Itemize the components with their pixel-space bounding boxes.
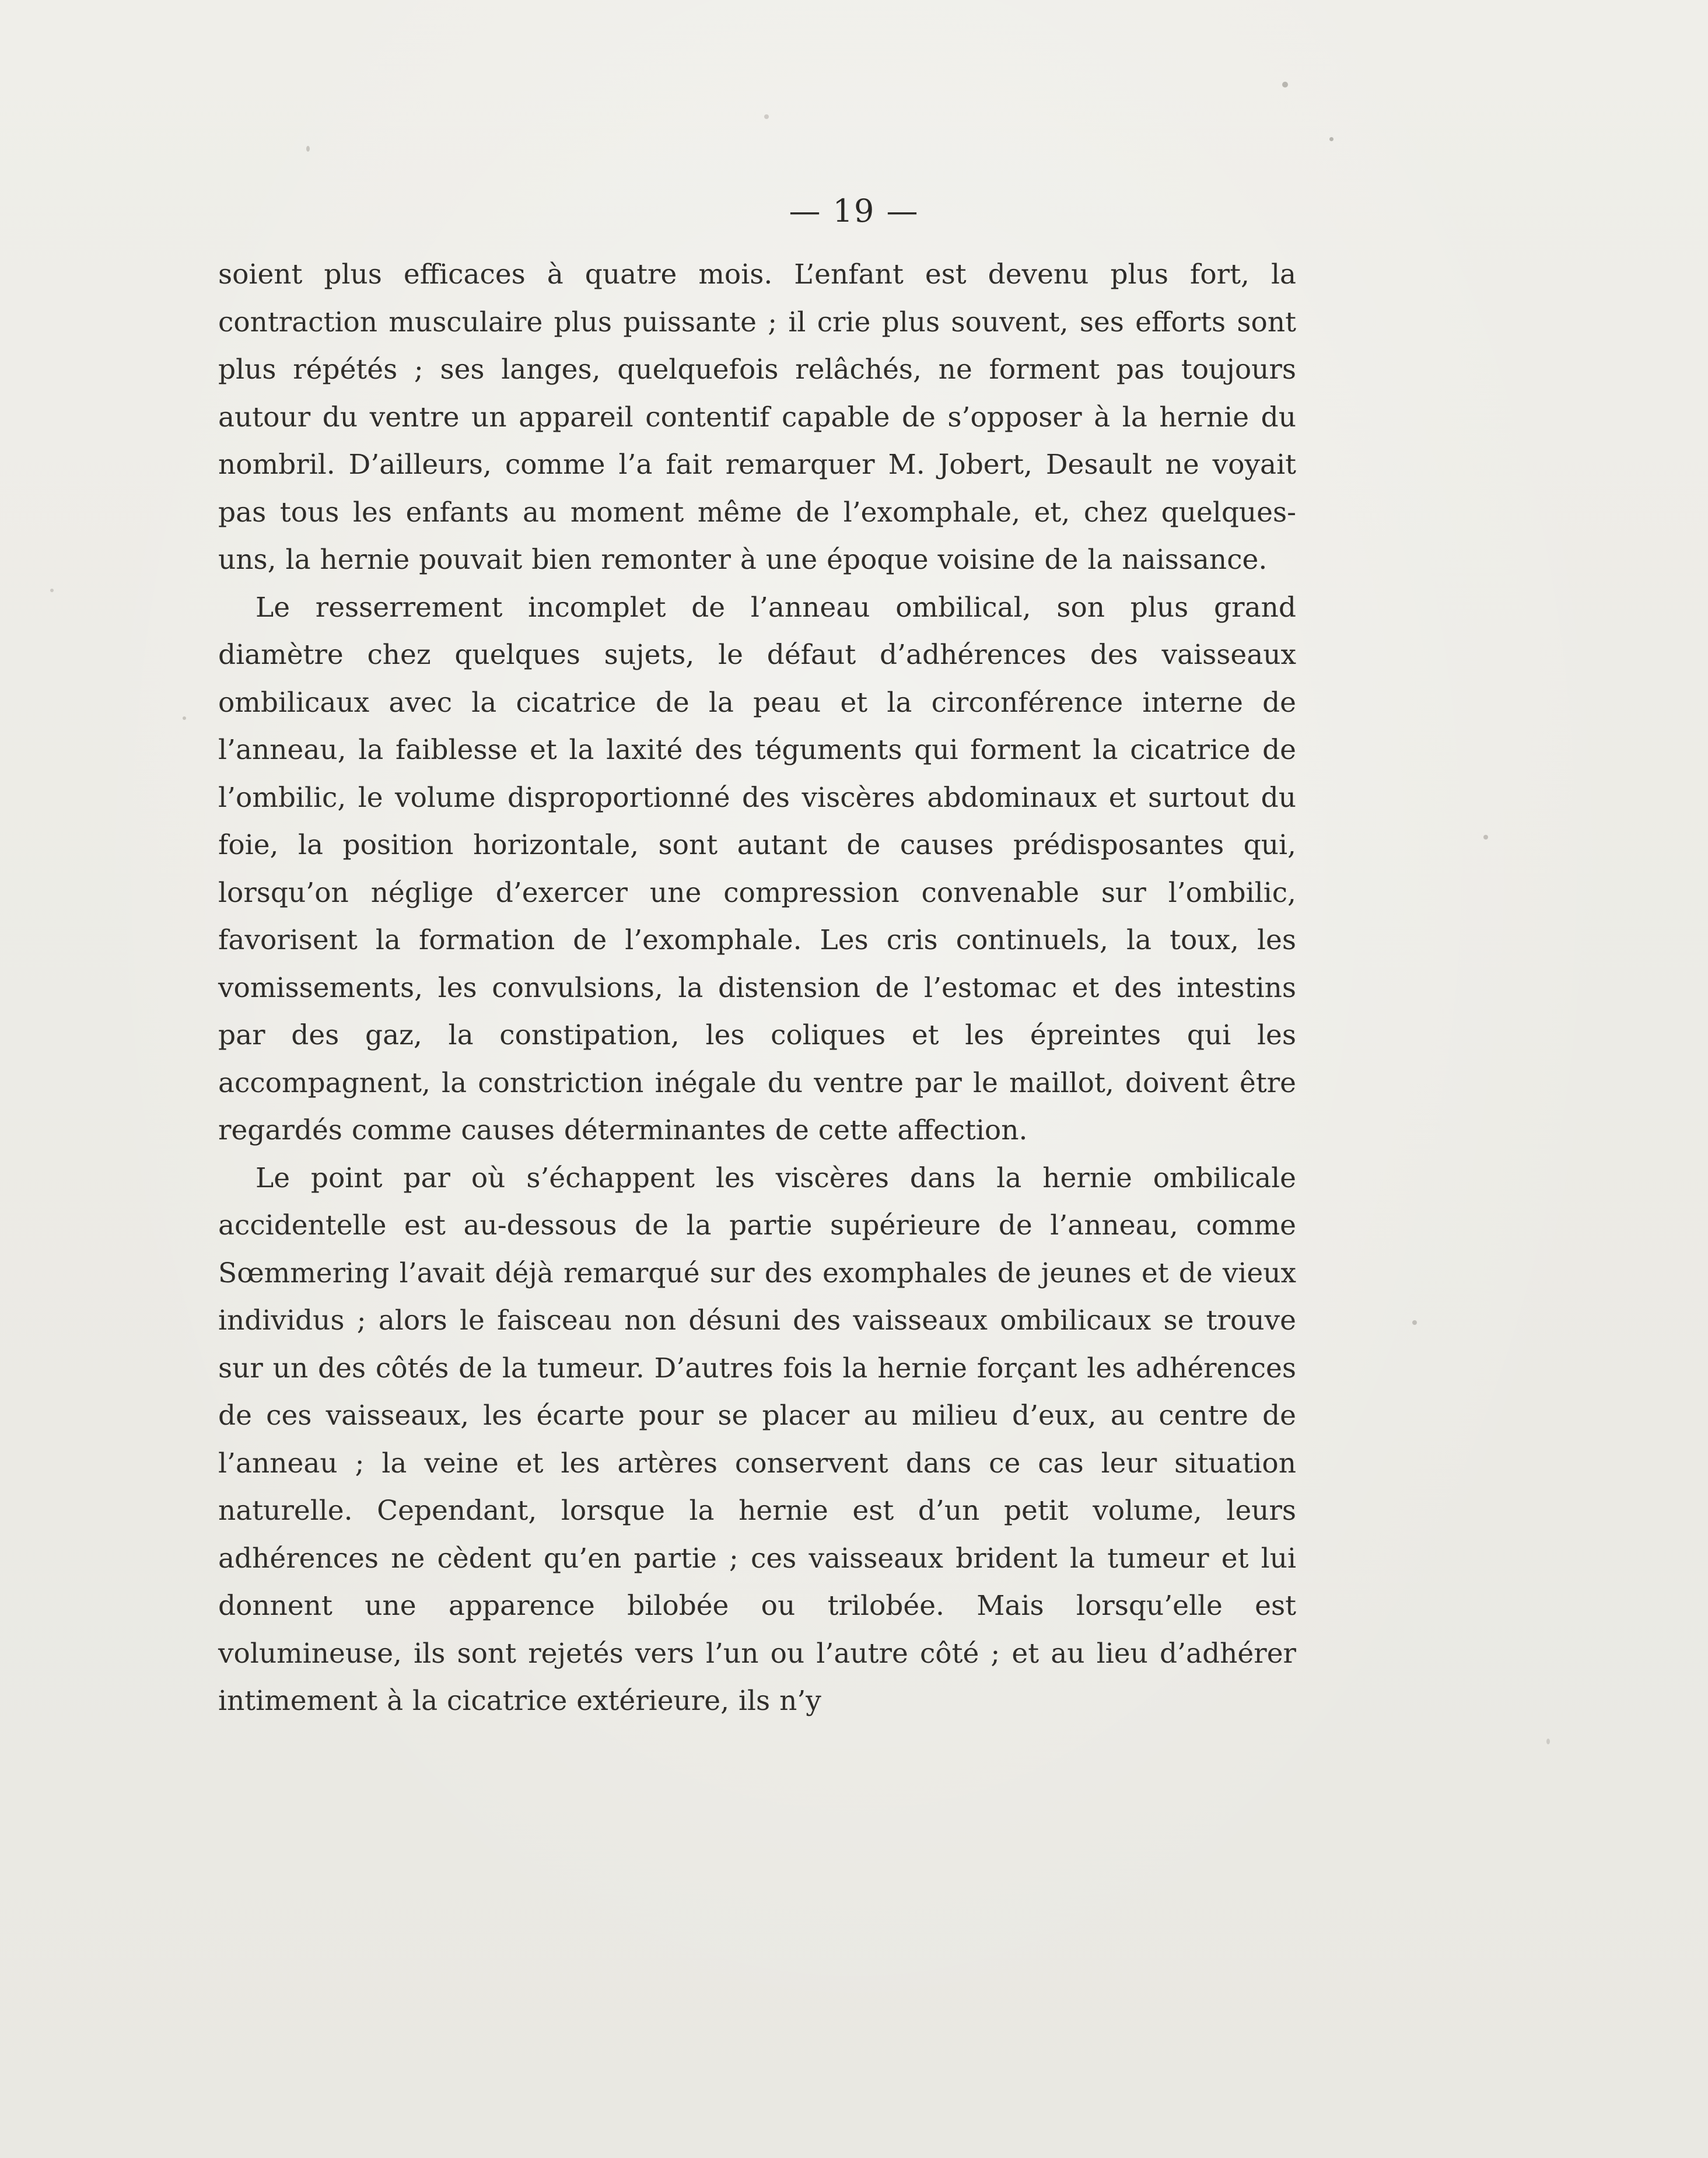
body-text: [218, 251, 1296, 1725]
paper-speck: [1282, 82, 1288, 88]
paper-speck: [306, 146, 310, 152]
paper-speck: [1483, 835, 1488, 840]
paper-speck: [764, 114, 769, 119]
page-number: — 19 —: [789, 193, 919, 229]
paper-speck: [183, 716, 186, 720]
paper-speck: [1546, 1739, 1550, 1744]
paragraph-continued: soient plus efficaces à quatre mois. L’enfant est devenu plus fort, la contraction musculaire plus puissante ; il crie plus souvent, ses efforts sont plus répétés ; ses langes, quelquefois relâchés, ne forment pas toujours autour du ventre un appareil contentif capable de s’opposer à la hernie du nombril. D’ailleurs, comme l’a fait remarquer M. Jobert, Desault ne voyait pas tous les enfants au moment même de l’exomphale, et, chez quelques-uns, la hernie pouvait bien remonter à une époque voisine de la naissance.: [218, 258, 1296, 576]
paragraph-hernia-location: Le point par où s’échappent les viscères dans la hernie ombilicale accidentelle est au-dessous de la partie supérieure de l’anneau, comme Sœmmering l’avait déjà remarqué sur des exomphales de jeunes et de vieux individus ; alors le faisceau non désuni des vaisseaux ombilicaux se trouve sur un des côtés de la tumeur. D’autres fois la hernie forçant les adhérences de ces vaisseaux, les écarte pour se placer au milieu d’eux, au centre de l’anneau ; la veine et les artères conservent dans ce cas leur situation naturelle. Cependant, lorsque la hernie est d’un petit volume, leurs adhérences ne cèdent qu’en partie ; ces vaisseaux brident la tumeur et lui donnent une apparence bilobée ou trilobée. Mais lorsqu’elle est volumineuse, ils sont rejetés vers l’un ou l’autre côté ; et au lieu d’adhérer intimement à la cicatrice extérieure, ils n’y: [218, 1162, 1296, 1717]
paper-speck: [50, 589, 54, 592]
paragraph-causes: Le resserrement incomplet de l’anneau ombilical, son plus grand diamètre chez quelques sujets, le défaut d’adhérences des vaisseaux ombilicaux avec la cicatrice de la peau et la circonférence interne de l’anneau, la faiblesse et la laxité des téguments qui forment la cicatrice de l’ombilic, le volume disproportionné des viscères abdominaux et surtout du foie, la position horizontale, sont autant de causes prédisposantes qui, lorsqu’on néglige d’exercer une compression convenable sur l’ombilic, favorisent la formation de l’exomphale. Les cris continuels, la toux, les vomissements, les convulsions, la distension de l’estomac et des intestins par des gaz, la constipation, les coliques et les épreintes qui les accompagnent, la constriction inégale du ventre par le maillot, doivent être regardés comme causes déterminantes de cette affection.: [218, 591, 1296, 1146]
paper-speck: [1329, 137, 1334, 141]
paper-speck: [1412, 1320, 1417, 1325]
